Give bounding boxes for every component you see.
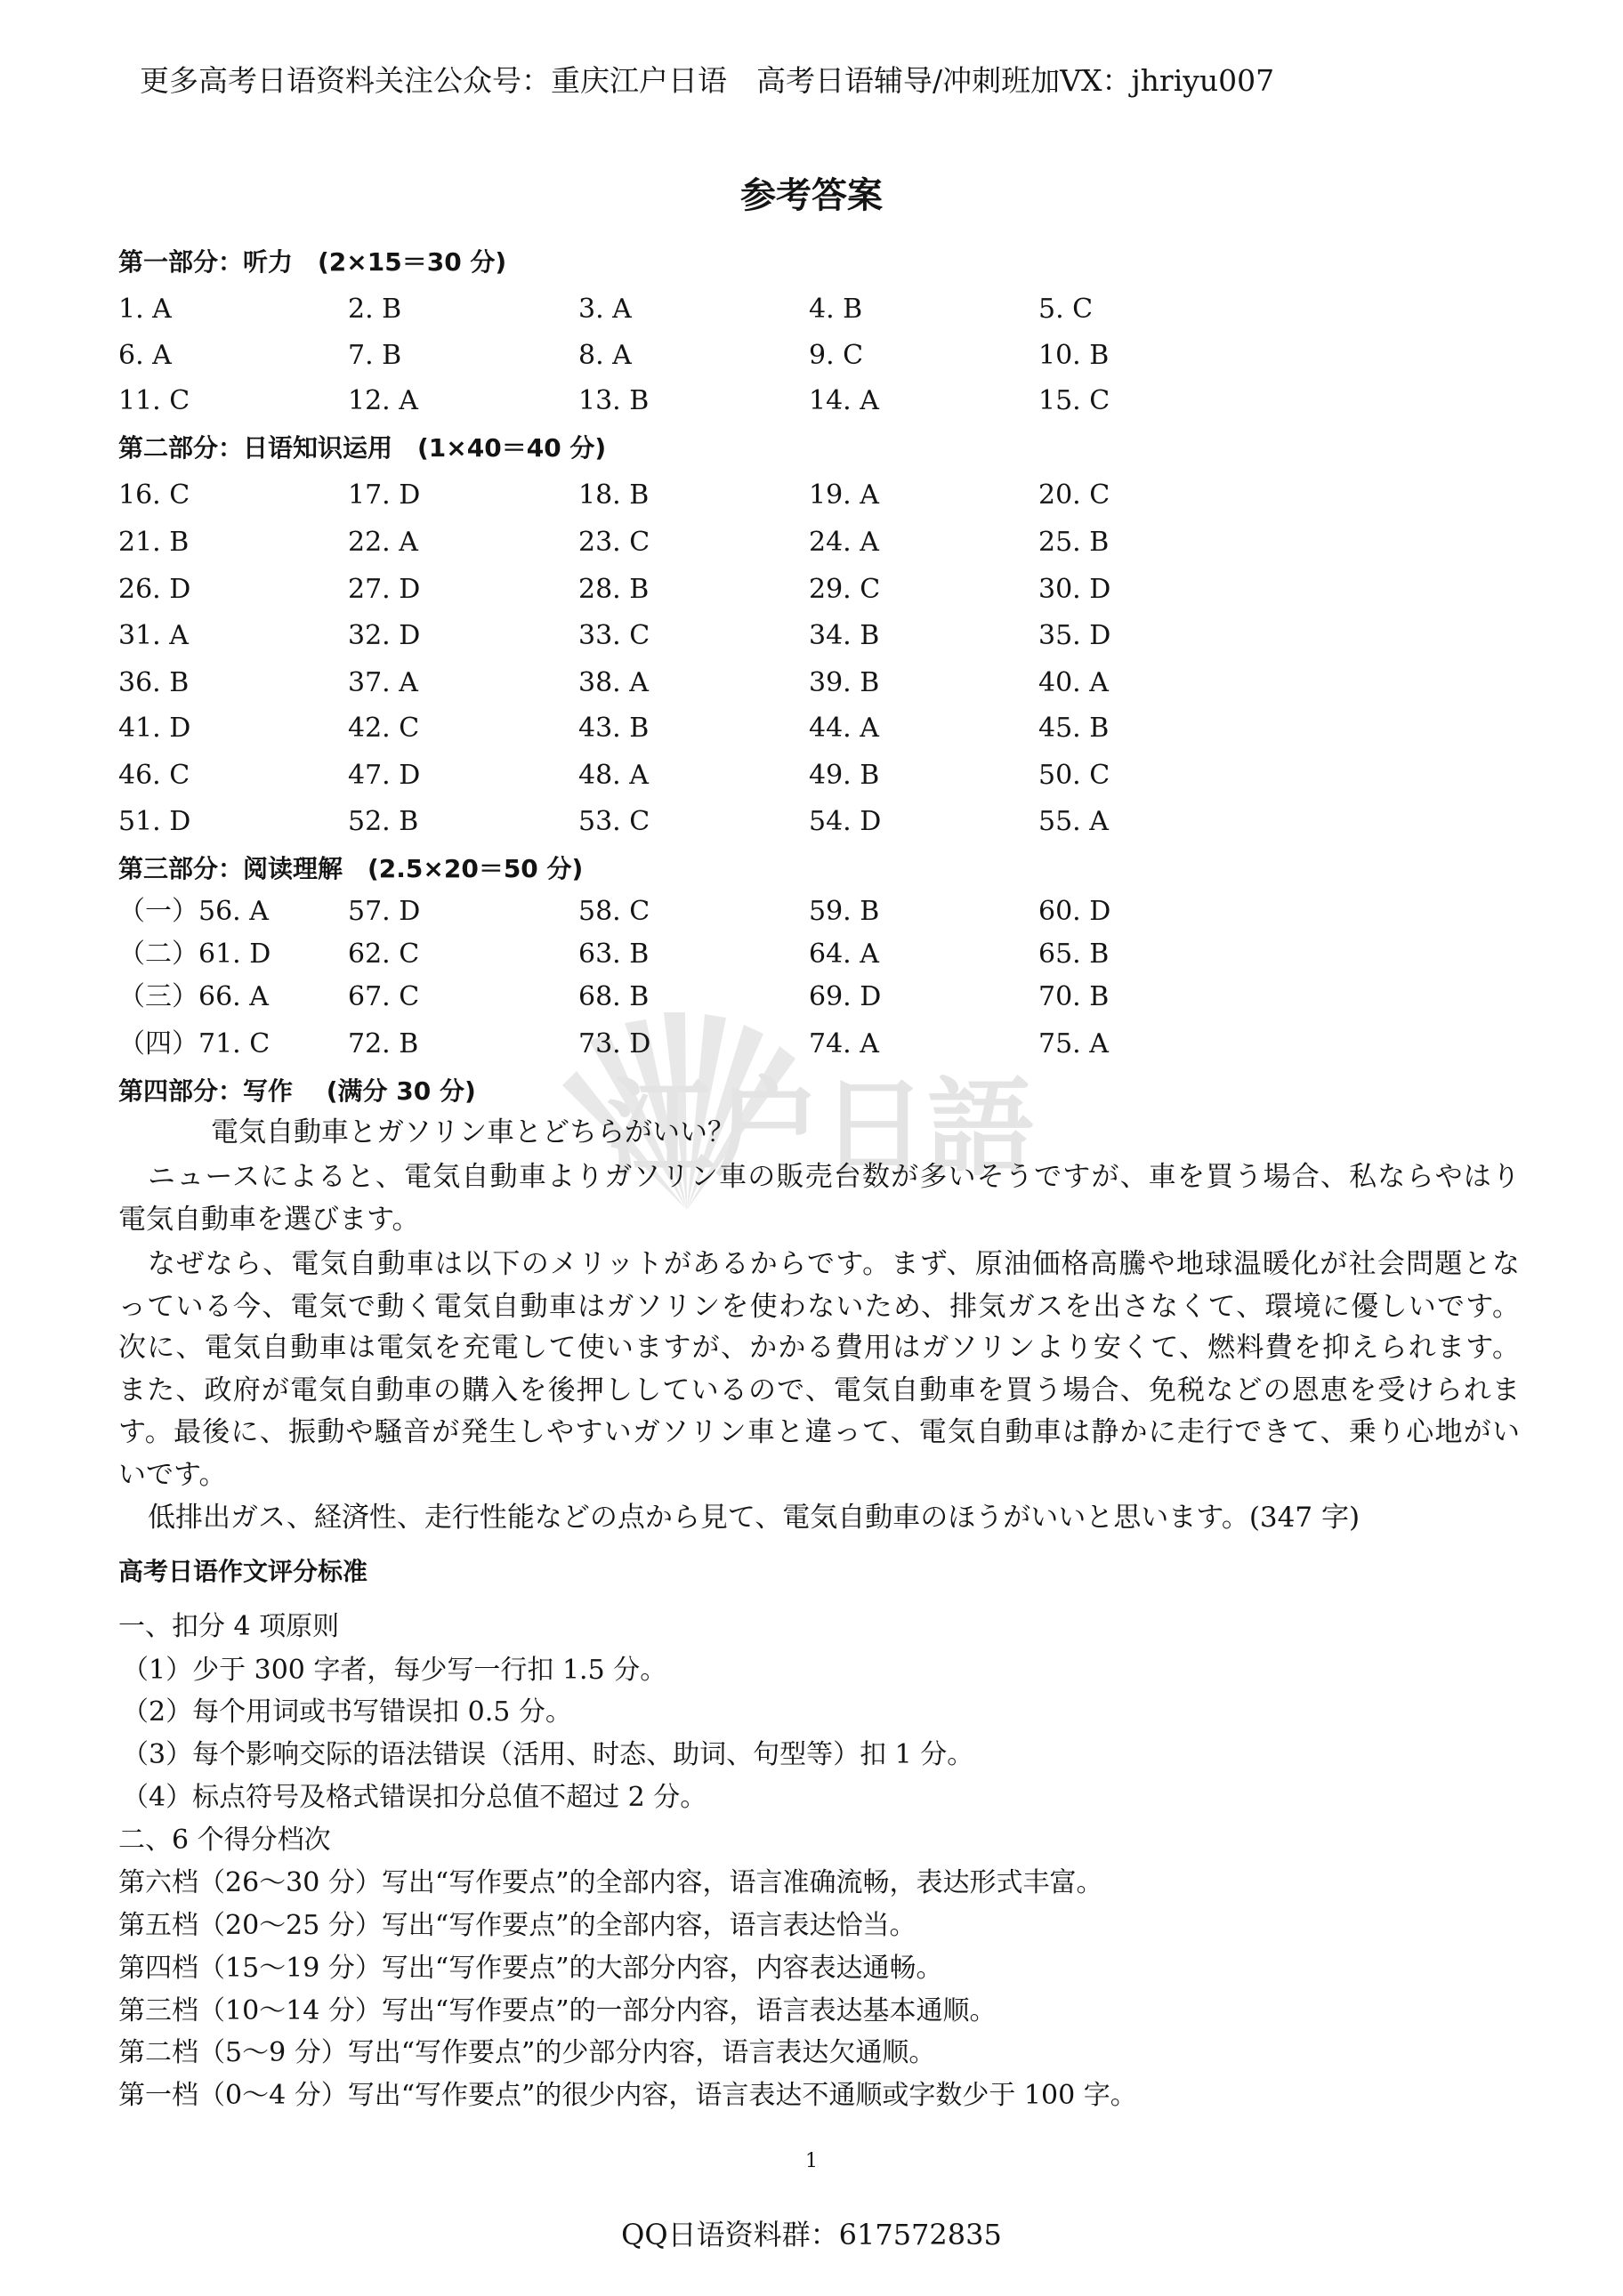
answer-item: 9. C	[809, 340, 864, 371]
answer-item: 6. A	[118, 340, 172, 371]
footer-note: QQ日语资料群：617572835	[621, 2218, 1002, 2252]
answer-item: 43. B	[578, 713, 650, 744]
answer-item: 14. A	[809, 385, 879, 416]
essay-line: また、政府が電気自動車の購入を後押ししているので、電気自動車を買う場合、免税などの恩恵を受けられま	[118, 1374, 1520, 1406]
answer-item: 63. B	[578, 939, 650, 970]
answer-item: 19. A	[809, 479, 879, 511]
answer-item: 3. A	[578, 294, 632, 325]
answer-item: 18. B	[578, 479, 650, 511]
answer-item: 17. D	[348, 479, 421, 511]
essay-line: なぜなら、電気自動車は以下のメリットがあるからです。まず、原油価格高騰や地球温暖化が社会問題とな	[148, 1248, 1520, 1280]
answer-item: 7. B	[348, 340, 402, 371]
answer-item: 25. B	[1038, 527, 1110, 558]
answer-item: 52. B	[348, 806, 419, 837]
answer-item: 59. B	[809, 896, 880, 927]
rubric-deduction-title: 一、扣分 4 项原则	[118, 1611, 340, 1642]
answer-item: 29. C	[809, 574, 881, 605]
rubric-level-item: 第四档（15～19 分）写出“写作要点”的大部分内容，内容表达通畅。	[118, 1953, 943, 1984]
answer-item: 72. B	[348, 1028, 419, 1059]
answer-item: 42. C	[348, 713, 420, 744]
rubric-levels-title: 二、6 个得分档次	[118, 1825, 331, 1856]
answer-item: 12. A	[348, 385, 418, 416]
essay-title: 電気自動車とガソリン車とどちらがいい？	[211, 1116, 735, 1148]
rubric-deduction-item: （1）少于 300 字者，每少写一行扣 1.5 分。	[122, 1655, 667, 1686]
answer-item: 68. B	[578, 981, 650, 1012]
answer-item: 27. D	[348, 574, 421, 605]
answer-item: 46. C	[118, 760, 190, 791]
answer-item: 39. B	[809, 667, 880, 698]
rubric-level-item: 第六档（26～30 分）写出“写作要点”的全部内容，语言准确流畅，表达形式丰富。	[118, 1867, 1103, 1898]
answer-item: 48. A	[578, 760, 649, 791]
answer-item: 58. C	[578, 896, 650, 927]
answer-item: （三）66. A	[118, 981, 269, 1012]
answer-item: （四）71. C	[118, 1028, 270, 1059]
answer-item: 11. C	[118, 385, 190, 416]
section-heading: 第三部分：阅读理解 (2.5×20＝50 分)	[118, 854, 584, 883]
answer-item: 62. C	[348, 939, 420, 970]
answer-item: 57. D	[348, 896, 421, 927]
rubric-deduction-item: （2）每个用词或书写错误扣 0.5 分。	[122, 1696, 572, 1728]
answer-item: 38. A	[578, 667, 649, 698]
answer-item: 10. B	[1038, 340, 1110, 371]
essay-line: いです。	[118, 1459, 227, 1491]
answer-item: 31. A	[118, 620, 189, 651]
essay-line: す。最後に、振動や騒音が発生しやすいガソリン車と違って、電気自動車は静かに走行できて、乗り心地がい	[118, 1416, 1520, 1448]
answer-item: （一）56. A	[118, 896, 269, 927]
answer-item: 69. D	[809, 981, 882, 1012]
answer-item: 2. B	[348, 294, 402, 325]
answer-item: 41. D	[118, 713, 191, 744]
watermark-text: 江户日語	[607, 1066, 1034, 1191]
answer-item: 54. D	[809, 806, 882, 837]
answer-item: 23. C	[578, 527, 650, 558]
answer-item: 47. D	[348, 760, 421, 791]
answer-item: 20. C	[1038, 479, 1110, 511]
answer-item: 55. A	[1038, 806, 1109, 837]
answer-item: 8. A	[578, 340, 632, 371]
answer-item: 64. A	[809, 939, 879, 970]
answer-item: 24. A	[809, 527, 879, 558]
answer-item: 53. C	[578, 806, 650, 837]
answer-item: 40. A	[1038, 667, 1109, 698]
answer-item: 1. A	[118, 294, 172, 325]
answer-item: 70. B	[1038, 981, 1110, 1012]
answer-item: 21. B	[118, 527, 190, 558]
rubric-deduction-item: （4）标点符号及格式错误扣分总值不超过 2 分。	[122, 1782, 707, 1813]
essay-line: 低排出ガス、経済性、走行性能などの点から見て、電気自動車のほうがいいと思います。(347 字)	[148, 1502, 1361, 1534]
rubric-level-item: 第三档（10～14 分）写出“写作要点”的一部分内容，语言表达基本通顺。	[118, 1995, 997, 2026]
answer-item: 5. C	[1038, 294, 1094, 325]
answer-item: 65. B	[1038, 939, 1110, 970]
answer-item: 75. A	[1038, 1028, 1109, 1059]
page-number: 1	[805, 2150, 818, 2172]
section-heading: 第一部分：听力 (2×15＝30 分)	[118, 247, 507, 277]
answer-item: 35. D	[1038, 620, 1111, 651]
answer-item: 67. C	[348, 981, 420, 1012]
answer-item: 13. B	[578, 385, 650, 416]
answer-item: 4. B	[809, 294, 863, 325]
rubric-heading: 高考日语作文评分标准	[118, 1557, 368, 1586]
essay-line: 電気自動車を選びます。	[118, 1204, 420, 1236]
rubric-level-item: 第一档（0～4 分）写出“写作要点”的很少内容，语言表达不通顺或字数少于 100 字。	[118, 2080, 1137, 2111]
answer-item: 36. B	[118, 667, 190, 698]
answer-item: 26. D	[118, 574, 191, 605]
answer-item: 28. B	[578, 574, 650, 605]
page-title: 参考答案	[740, 175, 883, 216]
answer-item: 37. A	[348, 667, 418, 698]
answer-item: 60. D	[1038, 896, 1111, 927]
answer-item: 33. C	[578, 620, 650, 651]
essay-line: 次に、電気自動車は電気を充電して使いますが、かかる費用はガソリンより安くて、燃料費を抑えられます。	[118, 1332, 1520, 1364]
answer-item: 32. D	[348, 620, 421, 651]
answer-item: 15. C	[1038, 385, 1110, 416]
rubric-deduction-item: （3）每个影响交际的语法错误（活用、时态、助词、句型等）扣 1 分。	[122, 1739, 974, 1770]
essay-line: っている今、電気で動く電気自動車はガソリンを使わないため、排気ガスを出さなくて、環境に優しいです。	[118, 1291, 1520, 1323]
answer-item: 44. A	[809, 713, 879, 744]
answer-item: 34. B	[809, 620, 880, 651]
answer-item: 73. D	[578, 1028, 651, 1059]
header-note: 更多高考日语资料关注公众号：重庆江户日语 高考日语辅导/冲刺班加VX：jhriyu007	[140, 63, 1275, 98]
answer-item: 50. C	[1038, 760, 1110, 791]
answer-item: 51. D	[118, 806, 191, 837]
answer-item: 16. C	[118, 479, 190, 511]
answer-item: 49. B	[809, 760, 880, 791]
rubric-level-item: 第五档（20～25 分）写出“写作要点”的全部内容，语言表达恰当。	[118, 1910, 916, 1941]
answer-item: 30. D	[1038, 574, 1111, 605]
answer-item: （二）61. D	[118, 939, 271, 970]
answer-item: 22. A	[348, 527, 418, 558]
answer-item: 74. A	[809, 1028, 879, 1059]
essay-line: ニュースによると、電気自動車よりガソリン車の販売台数が多いそうですが、車を買う場合、私ならやはり	[148, 1161, 1520, 1193]
answer-item: 45. B	[1038, 713, 1110, 744]
rubric-level-item: 第二档（5～9 分）写出“写作要点”的少部分内容，语言表达欠通顺。	[118, 2037, 936, 2068]
section-heading: 第二部分：日语知识运用 (1×40＝40 分)	[118, 433, 607, 463]
section-heading: 第四部分：写作 (满分 30 分)	[118, 1076, 476, 1106]
